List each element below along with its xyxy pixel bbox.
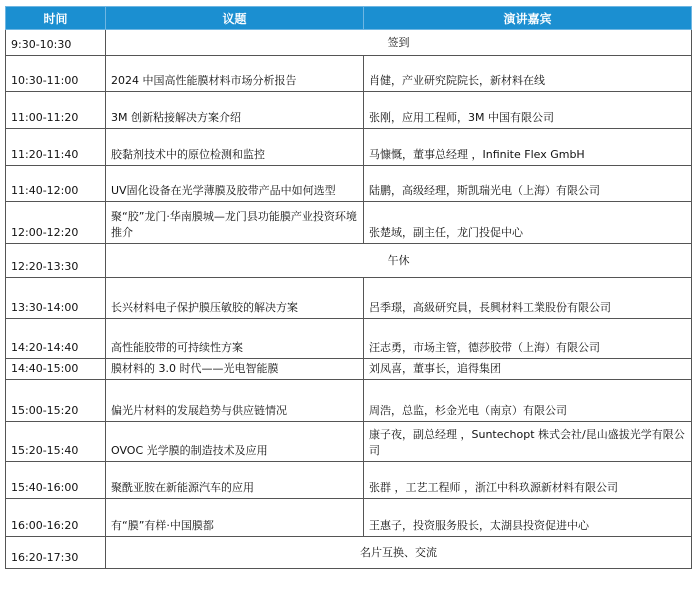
topic-cell: 3M 创新粘接解决方案介绍 xyxy=(106,92,364,129)
topic-cell: 高性能胶带的可持续性方案 xyxy=(106,319,364,359)
time-cell: 14:40-15:00 xyxy=(6,359,106,380)
speaker-cell: 肖健，产业研究院院长，新材料在线 xyxy=(364,56,692,92)
speaker-cell: 王惠子，投资服务股长，太湖县投资促进中心 xyxy=(364,499,692,537)
topic-cell: 聚酰亚胺在新能源汽车的应用 xyxy=(106,462,364,499)
merged-cell: 午休 xyxy=(106,244,692,278)
time-cell: 10:30-11:00 xyxy=(6,56,106,92)
table-row xyxy=(6,537,692,569)
speaker-cell: 张刚，应用工程师，3M 中国有限公司 xyxy=(364,92,692,129)
table-row xyxy=(6,30,692,56)
time-cell: 12:00-12:20 xyxy=(6,202,106,244)
table-row xyxy=(6,499,692,537)
time-cell: 11:20-11:40 xyxy=(6,129,106,166)
topic-cell: UV固化设备在光学薄膜及胶带产品中如何选型 xyxy=(106,166,364,202)
time-cell: 13:30-14:00 xyxy=(6,278,106,319)
topic-cell: 长兴材料电子保护膜压敏胶的解决方案 xyxy=(106,278,364,319)
speaker-cell: 呂季璟，高級研究員，長興材料工業股份有限公司 xyxy=(364,278,692,319)
time-cell: 14:20-14:40 xyxy=(6,319,106,359)
time-cell: 15:20-15:40 xyxy=(6,422,106,462)
topic-cell: 聚“胶”龙门·华南膜城—龙门县功能膜产业投资环境推介 xyxy=(106,202,364,244)
speaker-cell: 马慷慨，董事总经理 ，Infinite Flex GmbH xyxy=(364,129,692,166)
topic-cell: 2024 中国高性能膜材料市场分析报告 xyxy=(106,56,364,92)
table-row xyxy=(6,422,692,462)
table-row xyxy=(6,462,692,499)
merged-cell: 签到 xyxy=(106,30,692,56)
agenda-table xyxy=(5,6,692,569)
speaker-cell: 刘凤喜，董事长，追得集团 xyxy=(364,359,692,380)
time-cell: 11:00-11:20 xyxy=(6,92,106,129)
topic-cell: 偏光片材料的发展趋势与供应链情况 xyxy=(106,380,364,422)
speaker-cell: 张群 ，工艺工程师 ，浙江中科玖源新材料有限公司 xyxy=(364,462,692,499)
speaker-cell: 康子夜，副总经理 ，Suntechopt 株式会社/昆山盛拔光学有限公司 xyxy=(364,422,692,462)
time-cell: 9:30-10:30 xyxy=(6,30,106,56)
table-row xyxy=(6,278,692,319)
table-row xyxy=(6,129,692,166)
topic-cell: 膜材料的 3.0 时代——光电智能膜 xyxy=(106,359,364,380)
header-topic: 议题 xyxy=(106,7,364,30)
time-cell: 15:40-16:00 xyxy=(6,462,106,499)
table-row xyxy=(6,56,692,92)
speaker-cell: 陆鹏，高级经理，斯凯瑞光电（上海）有限公司 xyxy=(364,166,692,202)
table-row xyxy=(6,380,692,422)
speaker-cell: 周浩，总监，杉金光电（南京）有限公司 xyxy=(364,380,692,422)
header-speaker: 演讲嘉宾 xyxy=(364,7,692,30)
speaker-cell: 张楚域，副主任，龙门投促中心 xyxy=(364,202,692,244)
time-cell: 11:40-12:00 xyxy=(6,166,106,202)
table-row xyxy=(6,166,692,202)
topic-cell: OVOC 光学膜的制造技术及应用 xyxy=(106,422,364,462)
topic-cell: 有“膜”有样·中国膜都 xyxy=(106,499,364,537)
table-row xyxy=(6,202,692,244)
table-row xyxy=(6,319,692,359)
time-cell: 15:00-15:20 xyxy=(6,380,106,422)
table-row xyxy=(6,244,692,278)
time-cell: 16:20-17:30 xyxy=(6,537,106,569)
time-cell: 16:00-16:20 xyxy=(6,499,106,537)
time-cell: 12:20-13:30 xyxy=(6,244,106,278)
topic-cell: 胶黏剂技术中的原位检测和监控 xyxy=(106,129,364,166)
header-time: 时间 xyxy=(6,7,106,30)
table-row xyxy=(6,92,692,129)
header-row xyxy=(6,7,692,30)
merged-cell: 名片互换、交流 xyxy=(106,537,692,569)
table-row xyxy=(6,359,692,380)
speaker-cell: 汪志勇，市场主管，德莎胶带（上海）有限公司 xyxy=(364,319,692,359)
